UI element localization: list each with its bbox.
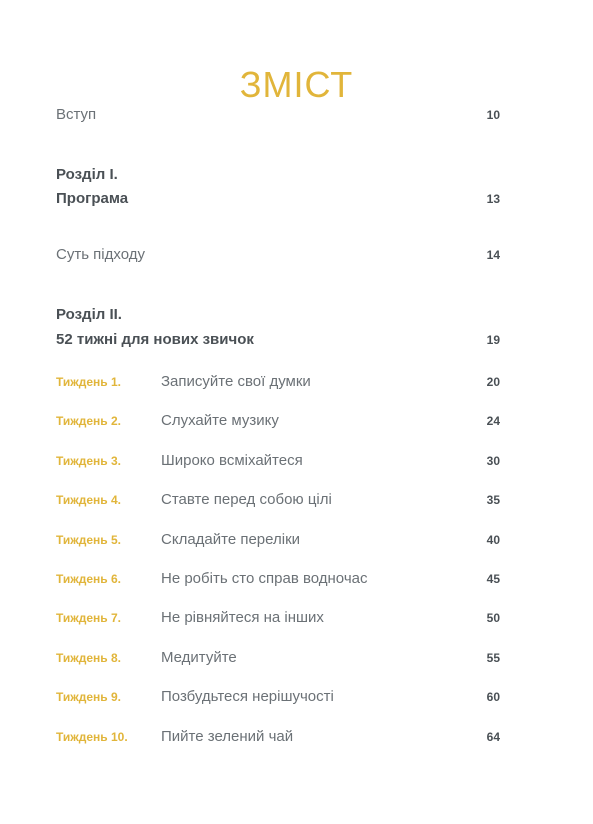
toc-entry-week[interactable] xyxy=(56,728,500,752)
toc-page-number: 19 xyxy=(486,333,500,347)
toc-page-number: 64 xyxy=(486,730,500,744)
toc-entry-label: Суть підходу xyxy=(56,246,145,263)
toc-page-number: 50 xyxy=(486,611,500,625)
week-title: Не рівняйтеся на інших xyxy=(161,609,324,626)
week-tag: Тиждень 7. xyxy=(56,611,122,625)
section-heading-title: Програма xyxy=(56,190,129,207)
toc-page-number: 24 xyxy=(486,414,500,428)
toc-entry-week[interactable] xyxy=(56,531,500,555)
section-heading-title: 52 тижні для нових звичок xyxy=(56,331,254,348)
toc-page-number: 14 xyxy=(486,248,500,262)
toc-page-number: 55 xyxy=(486,651,500,665)
week-title: Пийте зелений чай xyxy=(161,728,294,745)
toc-page-number: 20 xyxy=(486,375,500,389)
toc-entry-section-2[interactable] xyxy=(56,331,500,355)
toc-entry-week[interactable] xyxy=(56,412,500,436)
toc-page-number: 60 xyxy=(486,690,500,704)
week-tag: Тиждень 10. xyxy=(56,730,128,744)
toc-entry-week[interactable] xyxy=(56,649,500,673)
week-tag: Тиждень 6. xyxy=(56,572,122,586)
page-title: ЗМІСТ xyxy=(239,64,354,105)
week-tag: Тиждень 8. xyxy=(56,651,122,665)
section-heading-number: Розділ І. xyxy=(56,166,118,183)
toc-entry-week[interactable] xyxy=(56,570,500,594)
week-tag: Тиждень 9. xyxy=(56,690,122,704)
week-tag: Тиждень 4. xyxy=(56,493,122,507)
toc-entry-week[interactable] xyxy=(56,491,500,515)
week-title: Складайте переліки xyxy=(161,531,301,548)
toc-page-number: 10 xyxy=(486,108,500,122)
toc-entry-essence[interactable] xyxy=(56,246,500,270)
toc-entry-label: Вступ xyxy=(56,106,97,123)
toc-entry-section-1[interactable] xyxy=(56,190,500,214)
week-title: Ставте перед собою цілі xyxy=(161,491,332,508)
week-title: Широко всміхайтеся xyxy=(161,452,303,469)
week-tag: Тиждень 5. xyxy=(56,533,122,547)
week-tag: Тиждень 3. xyxy=(56,454,122,468)
toc-entry-week[interactable] xyxy=(56,609,500,633)
week-title: Слухайте музику xyxy=(161,412,279,429)
toc-page-number: 30 xyxy=(486,454,500,468)
toc-page-number: 35 xyxy=(486,493,500,507)
toc-entry-intro[interactable] xyxy=(56,106,500,130)
toc-page-number: 40 xyxy=(486,533,500,547)
week-title: Записуйте свої думки xyxy=(161,373,311,390)
week-tag: Тиждень 1. xyxy=(56,375,122,389)
toc-page-number: 45 xyxy=(486,572,500,586)
toc-page-number: 13 xyxy=(486,192,500,206)
section-heading-number: Розділ ІІ. xyxy=(56,306,122,323)
week-tag: Тиждень 2. xyxy=(56,414,122,428)
toc-entry-week[interactable] xyxy=(56,688,500,712)
week-title: Позбудьтеся нерішучості xyxy=(161,688,334,705)
week-title: Медитуйте xyxy=(161,649,237,666)
toc-entry-week[interactable] xyxy=(56,373,500,397)
week-title: Не робіть сто справ водночас xyxy=(161,570,368,587)
toc-entry-week[interactable] xyxy=(56,452,500,476)
